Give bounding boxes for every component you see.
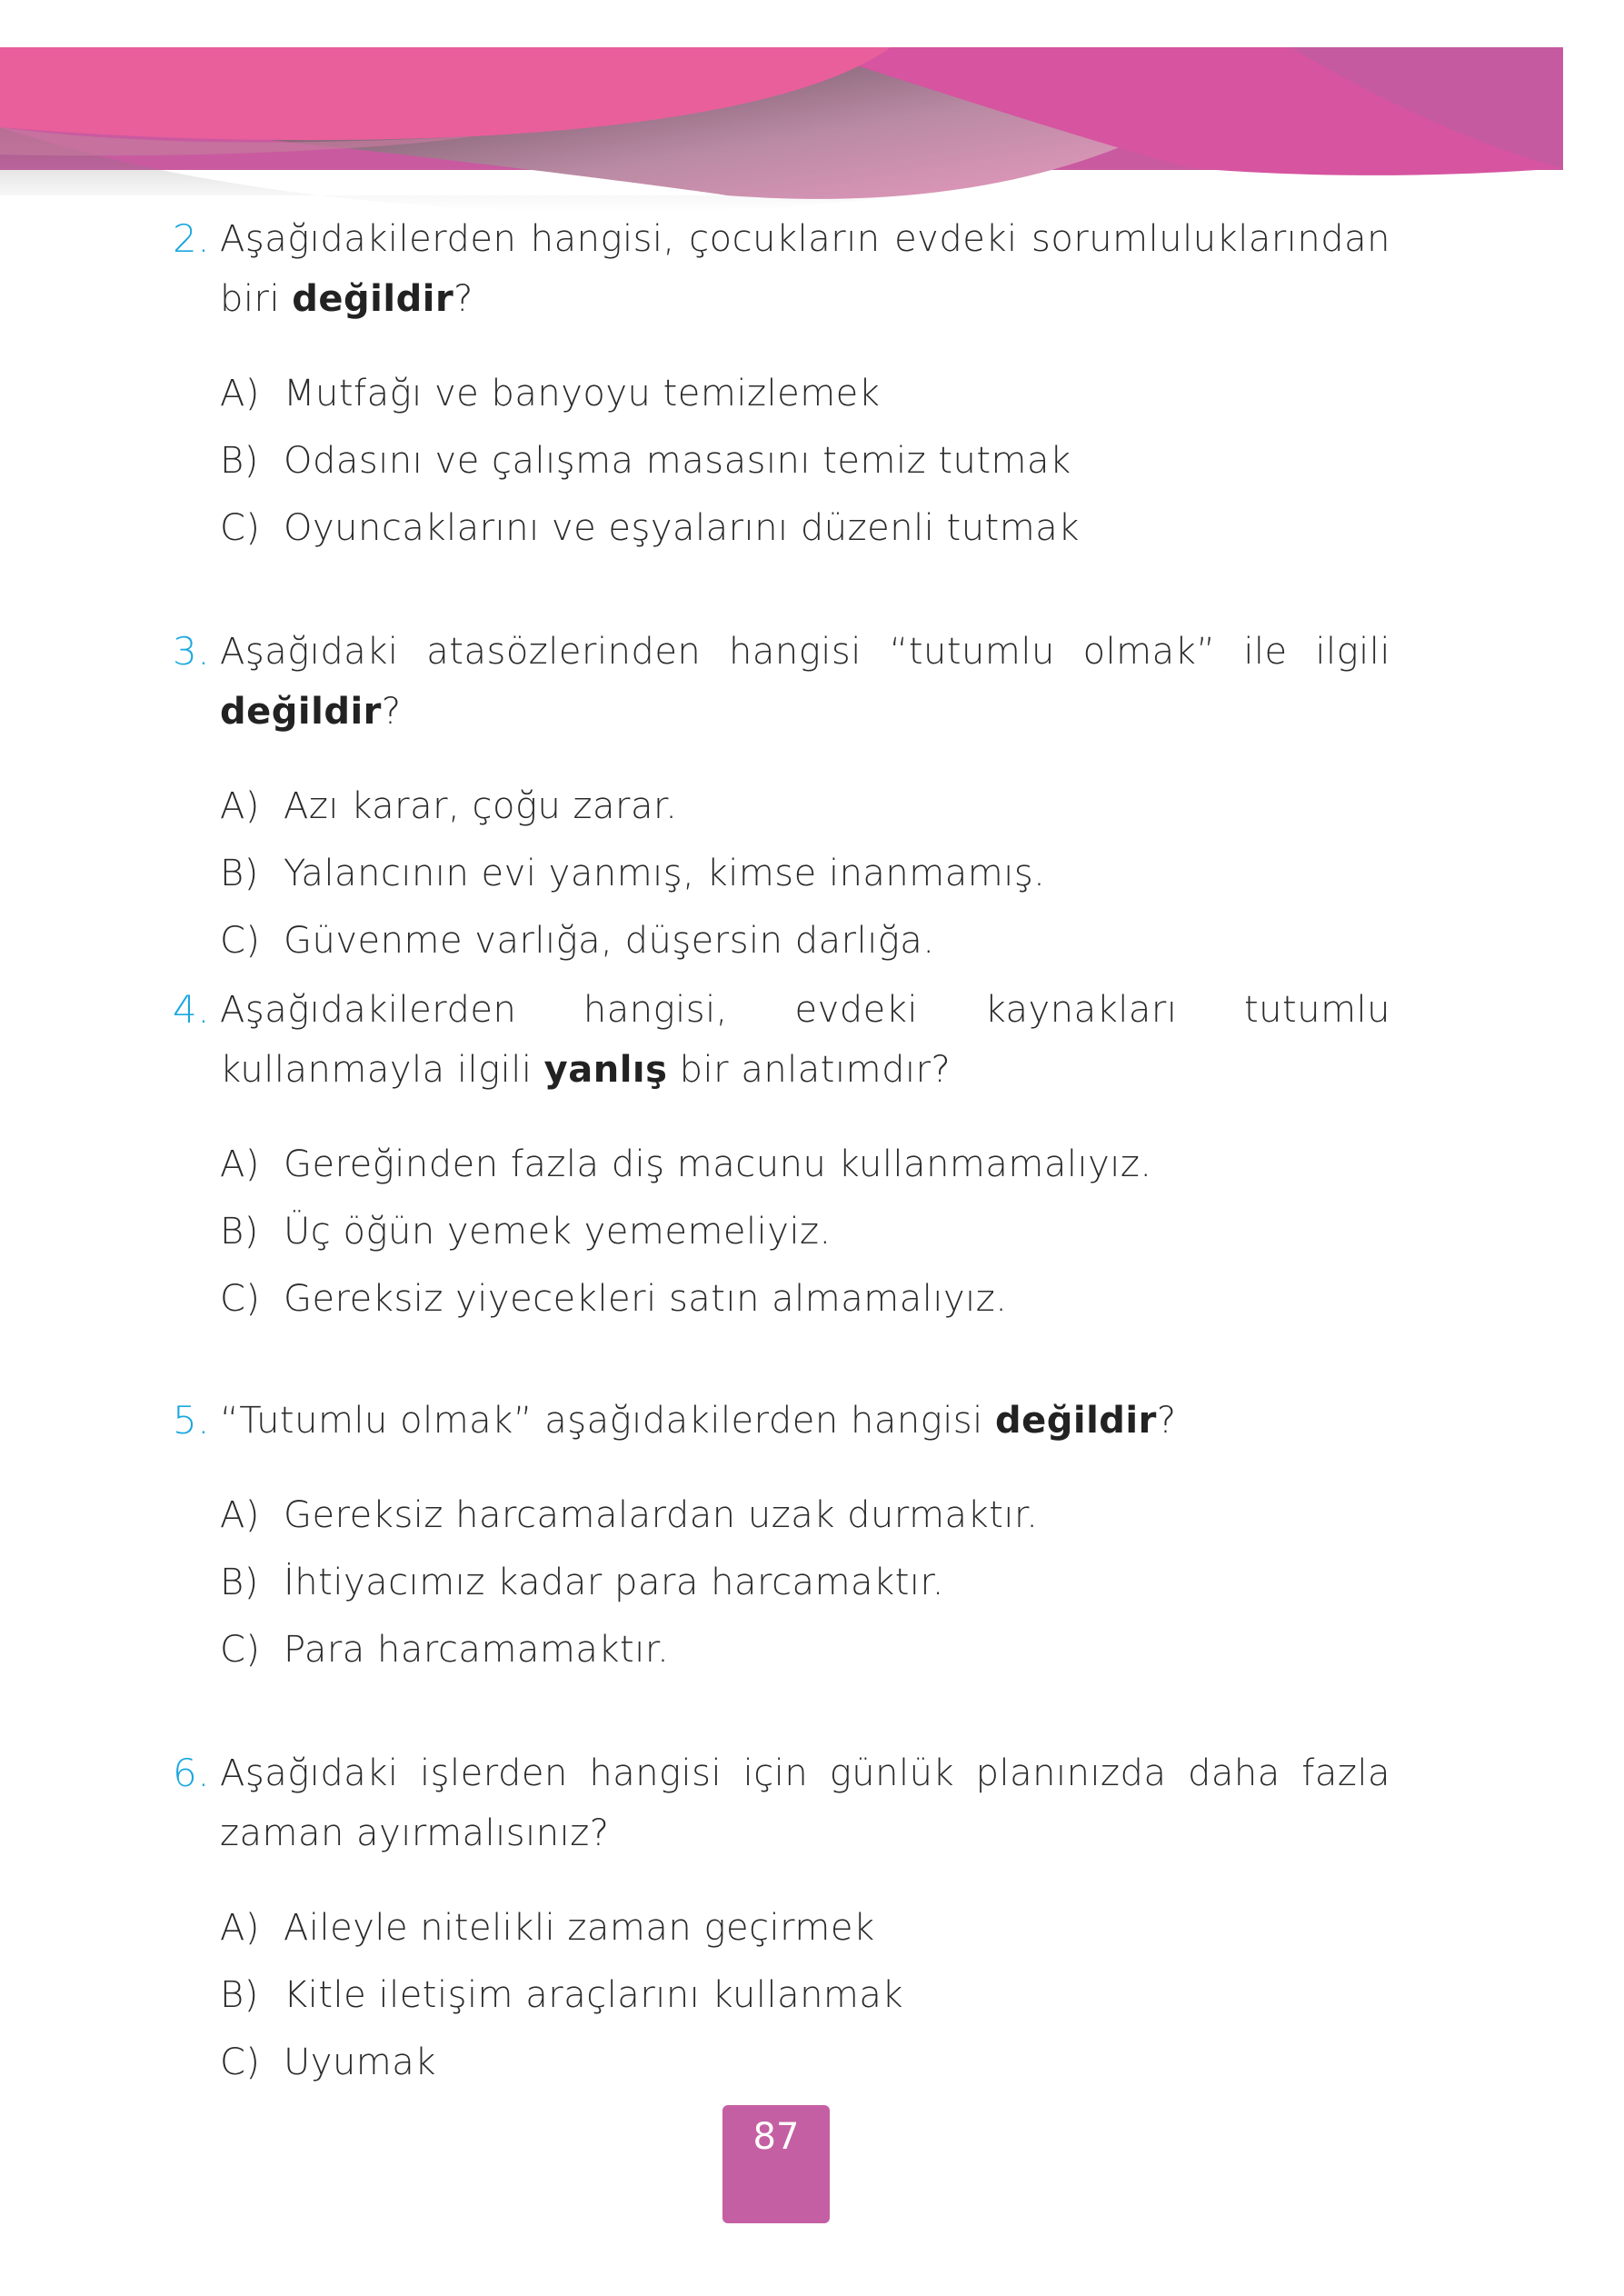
- option-letter: B): [220, 1974, 259, 2016]
- option-letter: C): [220, 920, 261, 962]
- answer-options: [173, 1131, 1390, 1333]
- question-prompt: [173, 980, 1390, 1100]
- option-a[interactable]: [220, 1482, 1390, 1549]
- option-c[interactable]: [220, 494, 1390, 562]
- option-text: Üç öğün yemek yememeliyiz.: [284, 1211, 832, 1253]
- option-b[interactable]: [220, 840, 1390, 907]
- answer-options: [173, 773, 1390, 974]
- option-b[interactable]: [220, 1549, 1390, 1616]
- question-number: 6.: [173, 1751, 211, 1795]
- option-text: Odasını ve çalışma masasını temiz tutmak: [284, 440, 1071, 482]
- option-text: Mutfağı ve banyoyu temizlemek: [284, 373, 881, 414]
- option-text: Gereğinden fazla diş macunu kullanmamalıyız.: [284, 1143, 1152, 1185]
- option-text: Güvenme varlığa, düşersin darlığa.: [284, 920, 935, 962]
- option-letter: A): [220, 373, 260, 414]
- question-prompt: [173, 622, 1390, 742]
- option-text: Kitle iletişim araçlarını kullanmak: [284, 1974, 904, 2016]
- option-a[interactable]: [220, 1894, 1390, 1962]
- question-number: 2.: [173, 216, 211, 261]
- option-text: Gereksiz harcamalardan uzak durmaktır.: [284, 1494, 1039, 1536]
- option-letter: A): [220, 1494, 260, 1536]
- question-number: 4.: [173, 987, 211, 1032]
- answer-options: [173, 360, 1390, 562]
- option-c[interactable]: [220, 2029, 1390, 2096]
- option-c[interactable]: [220, 907, 1390, 974]
- option-letter: C): [220, 1629, 261, 1671]
- option-text: Aileyle nitelikli zaman geçirmek: [284, 1907, 875, 1949]
- option-letter: B): [220, 440, 259, 482]
- option-text: Yalancının evi yanmış, kimse inanmamış.: [284, 853, 1046, 894]
- question-emphasis: değildir: [292, 278, 454, 320]
- question-prompt: [173, 1743, 1390, 1863]
- option-b[interactable]: [220, 1962, 1390, 2029]
- question-6: [173, 1743, 1390, 2096]
- answer-options: [173, 1482, 1390, 1683]
- question-text-end: ?: [381, 691, 402, 733]
- question-text: Aşağıdakilerden hangisi, çocukların evdeki sorumluluklarından biri: [220, 218, 1390, 320]
- header-ribbon-banner: [0, 0, 1624, 236]
- answer-options: [173, 1894, 1390, 2096]
- question-text: Aşağıdaki atasözlerinden hangisi “tutumlu olmak” ile ilgili: [220, 631, 1390, 673]
- option-letter: B): [220, 1211, 259, 1253]
- option-letter: B): [220, 853, 259, 894]
- question-emphasis: değildir: [994, 1400, 1157, 1442]
- question-text: Aşağıdaki işlerden hangisi için günlük planınızda daha fazla zaman ayırmalısınız?: [220, 1752, 1390, 1854]
- option-letter: A): [220, 1143, 260, 1185]
- option-letter: C): [220, 507, 261, 549]
- question-text: Aşağıdakilerden hangisi, evdeki kaynakları tutumlu kullanmayla ilgili: [220, 989, 1390, 1091]
- question-emphasis: yanlış: [543, 1049, 668, 1091]
- page-number: 87: [752, 2116, 800, 2158]
- question-emphasis: değildir: [220, 691, 382, 733]
- question-2: [173, 209, 1390, 562]
- question-text-end: ?: [1156, 1400, 1177, 1442]
- question-prompt: [173, 1391, 1390, 1451]
- option-letter: C): [220, 1278, 261, 1320]
- page-number-badge: [722, 2105, 830, 2223]
- question-text: “Tutumlu olmak” aşağıdakilerden hangisi: [220, 1400, 995, 1442]
- option-letter: C): [220, 2041, 261, 2083]
- option-letter: A): [220, 785, 260, 827]
- option-a[interactable]: [220, 360, 1390, 427]
- question-text-end: ?: [453, 278, 473, 320]
- question-number: 3.: [173, 629, 211, 674]
- question-4: [173, 980, 1390, 1333]
- option-c[interactable]: [220, 1265, 1390, 1333]
- question-3: [173, 622, 1390, 974]
- option-text: Azı karar, çoğu zarar.: [284, 785, 678, 827]
- option-text: Para harcamamaktır.: [284, 1629, 670, 1671]
- question-text-end: bir anlatımdır?: [667, 1049, 951, 1091]
- option-text: Oyuncaklarını ve eşyalarını düzenli tutmak: [284, 507, 1080, 549]
- option-letter: B): [220, 1562, 259, 1603]
- option-b[interactable]: [220, 1198, 1390, 1265]
- option-a[interactable]: [220, 1131, 1390, 1198]
- question-5: [173, 1391, 1390, 1683]
- option-b[interactable]: [220, 427, 1390, 494]
- question-number: 5.: [173, 1398, 211, 1442]
- option-text: Uyumak: [284, 2041, 436, 2083]
- option-c[interactable]: [220, 1616, 1390, 1683]
- option-text: Gereksiz yiyecekleri satın almamalıyız.: [284, 1278, 1008, 1320]
- option-letter: A): [220, 1907, 260, 1949]
- option-a[interactable]: [220, 773, 1390, 840]
- option-text: İhtiyacımız kadar para harcamaktır.: [284, 1562, 944, 1603]
- question-prompt: [173, 209, 1390, 329]
